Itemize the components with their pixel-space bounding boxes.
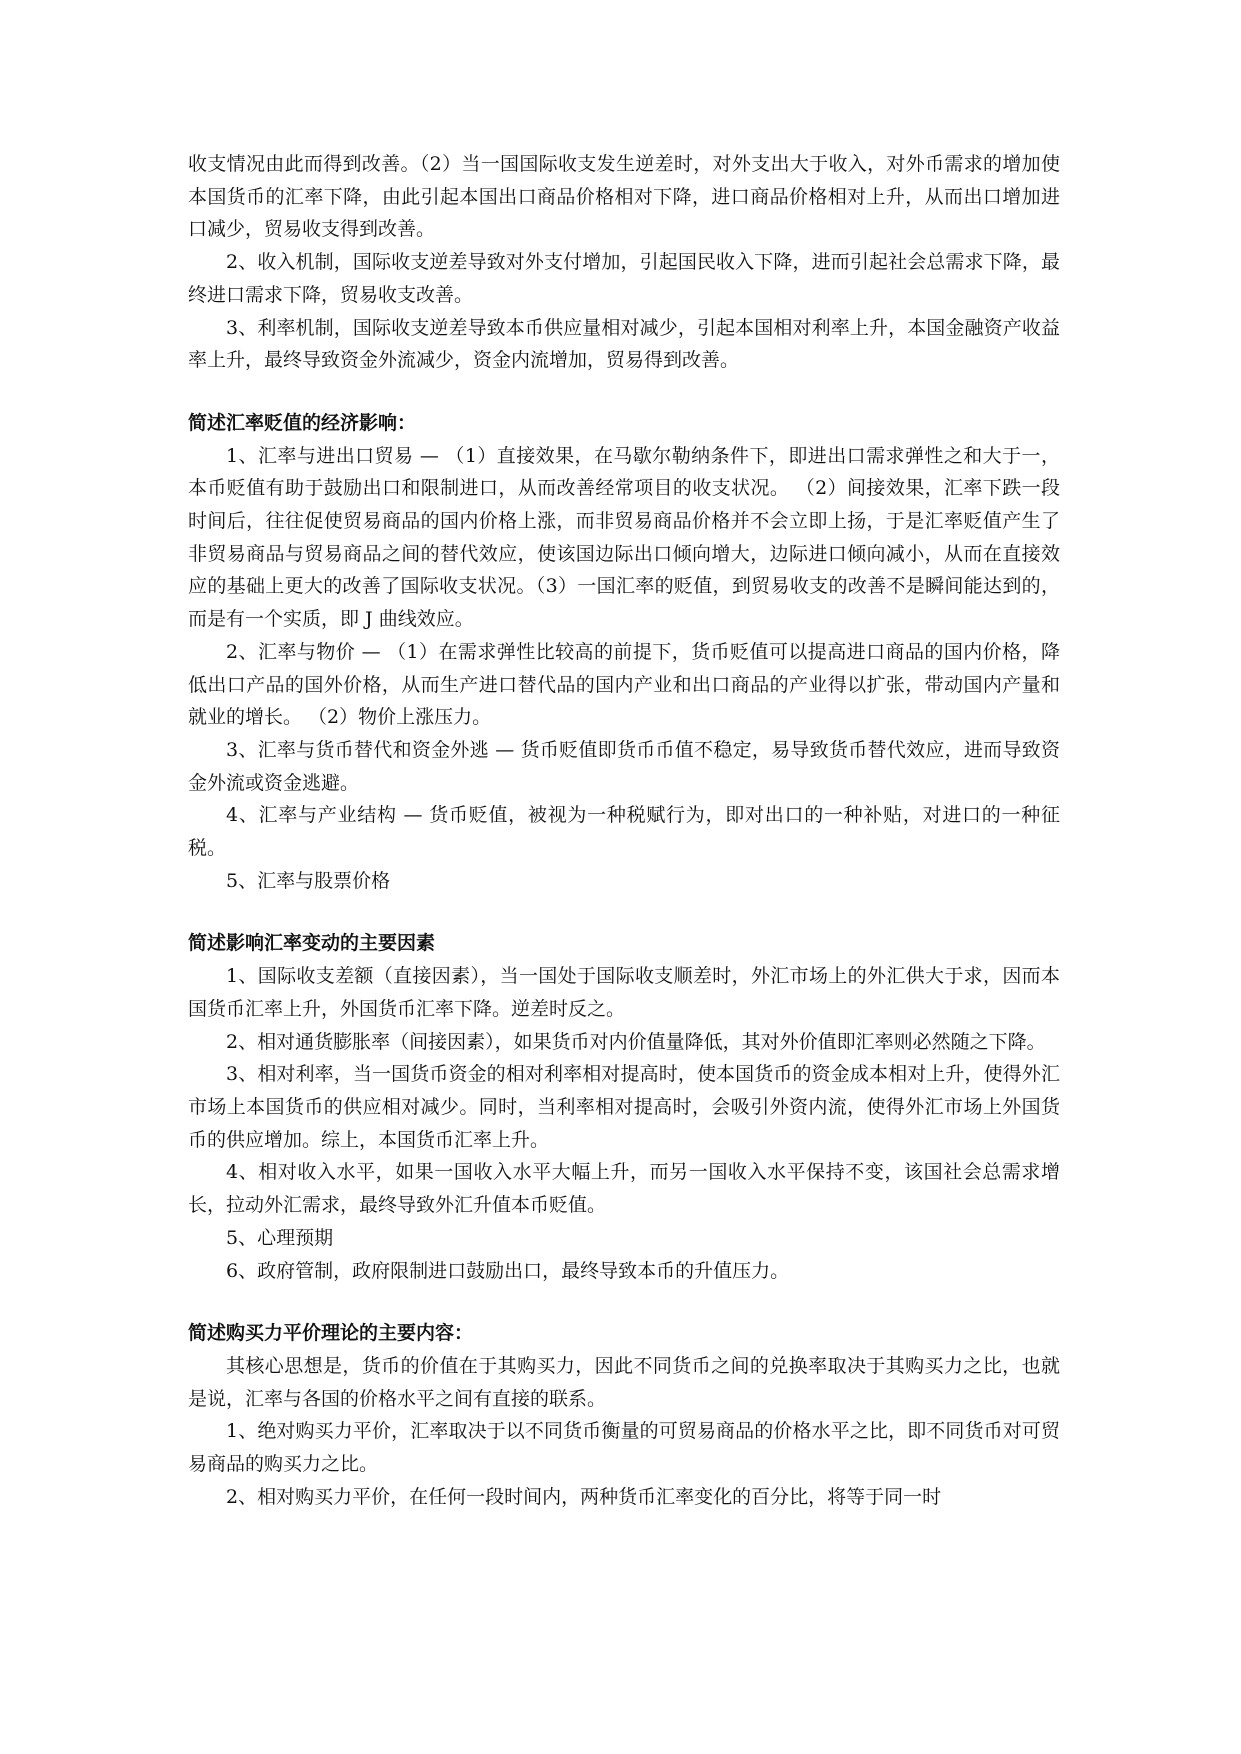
paragraph: 6、政府管制，政府限制进口鼓励出口，最终导致本币的升值压力。 bbox=[226, 1259, 790, 1282]
paragraph: 2、收入机制，国际收支逆差导致对外支付增加，引起国民收入下降，进而引起社会总需求下降，最终进口需求下降，贸易收支改善。 bbox=[188, 251, 1060, 306]
section-gap bbox=[188, 897, 1060, 927]
paragraph: 3、利率机制，国际收支逆差导致本币供应量相对减少，引起本国相对利率上升，本国金融资产收益率上升，最终导致资金外流减少，资金内流增加，贸易得到改善。 bbox=[188, 316, 1060, 372]
section-heading: 简述购买力平价理论的主要内容： bbox=[188, 1322, 474, 1345]
section-heading: 简述汇率贬值的经济影响： bbox=[188, 411, 417, 434]
paragraph: 5、心理预期 bbox=[226, 1226, 334, 1249]
paragraph: 4、汇率与产业结构 — 货币贬值，被视为一种税赋行为，即对出口的一种补贴，对进口的一种征税。 bbox=[188, 804, 1060, 860]
paragraph: 收支情况由此而得到改善。（2）当一国国际收支发生逆差时，对外支出大于收入，对外币需求的增加使本国货币的汇率下降，由此引起本国出口商品价格相对下降，进口商品价格相对上升，从而出口增加进口减少，贸易收支得到改善。 bbox=[188, 153, 1060, 241]
paragraph: 其核心思想是，货币的价值在于其购买力，因此不同货币之间的兑换率取决于其购买力之比，也就是说，汇率与各国的价格水平之间有直接的联系。 bbox=[188, 1354, 1060, 1410]
paragraph: 5、汇率与股票价格 bbox=[226, 869, 391, 892]
paragraph: 3、相对利率，当一国货币资金的相对利率相对提高时，使本国货币的资金成本相对上升，使得外汇市场上本国货币的供应相对减少。同时，当利率相对提高时，会吸引外资内流，使得外汇市场上外国货币的供应增加。综上，本国货币汇率上升。 bbox=[188, 1063, 1060, 1151]
paragraph: 2、汇率与物价 — （1）在需求弹性比较高的前提下，货币贬值可以提高进口商品的国内价格，降低出口产品的国外价格，从而生产进口替代品的国内产业和出口商品的产业得以扩张，带动国内产量和就业的增长。 （2）物价上涨压力。 bbox=[188, 640, 1060, 729]
paragraph: 1、国际收支差额（直接因素），当一国处于国际收支顺差时，外汇市场上的外汇供大于求，因而本国货币汇率上升，外国货币汇率下降。逆差时反之。 bbox=[188, 965, 1060, 1020]
paragraph: 2、相对通货膨胀率（间接因素），如果货币对内价值量降低，其对外价值即汇率则必然随之下降。 bbox=[226, 1030, 1046, 1053]
section-gap bbox=[188, 377, 1060, 407]
paragraph: 3、汇率与货币替代和资金外逃 — 货币贬值即货币币值不稳定，易导致货币替代效应，进而导致资金外流或资金逃避。 bbox=[188, 738, 1060, 794]
section-gap bbox=[188, 1287, 1060, 1317]
paragraph: 4、相对收入水平，如果一国收入水平大幅上升，而另一国收入水平保持不变，该国社会总需求增长，拉动外汇需求，最终导致外汇升值本币贬值。 bbox=[188, 1161, 1060, 1217]
document-page bbox=[188, 148, 1060, 1513]
section-heading: 简述影响汇率变动的主要因素 bbox=[188, 932, 436, 955]
paragraph: 1、绝对购买力平价，汇率取决于以不同货币衡量的可贸易商品的价格水平之比，即不同货币对可贸易商品的购买力之比。 bbox=[188, 1420, 1060, 1476]
paragraph: 1、汇率与进出口贸易 — （1）直接效果，在马歇尔勒纳条件下，即进出口需求弹性之和大于一，本币贬值有助于鼓励出口和限制进口，从而改善经常项目的收支状况。 （2）间接效果，汇率下跌一段时间后，往往促使贸易商品的国内价格上涨，而非贸易商品价格并不会立即上扬，于是汇率贬值产生了非贸易商品与贸易商品之间的替代效应，使该国边际出口倾向增大，边际进口倾向减小，从而在直接效应的基础上更大的改善了国际收支状况。（3）一国汇率的贬值，到贸易收支的改善不是瞬间能达到的，而是有一个实质，即 J 曲线效应。 bbox=[188, 444, 1060, 631]
paragraph: 2、相对购买力平价，在任何一段时间内，两种货币汇率变化的百分比，将等于同一时 bbox=[226, 1485, 942, 1508]
